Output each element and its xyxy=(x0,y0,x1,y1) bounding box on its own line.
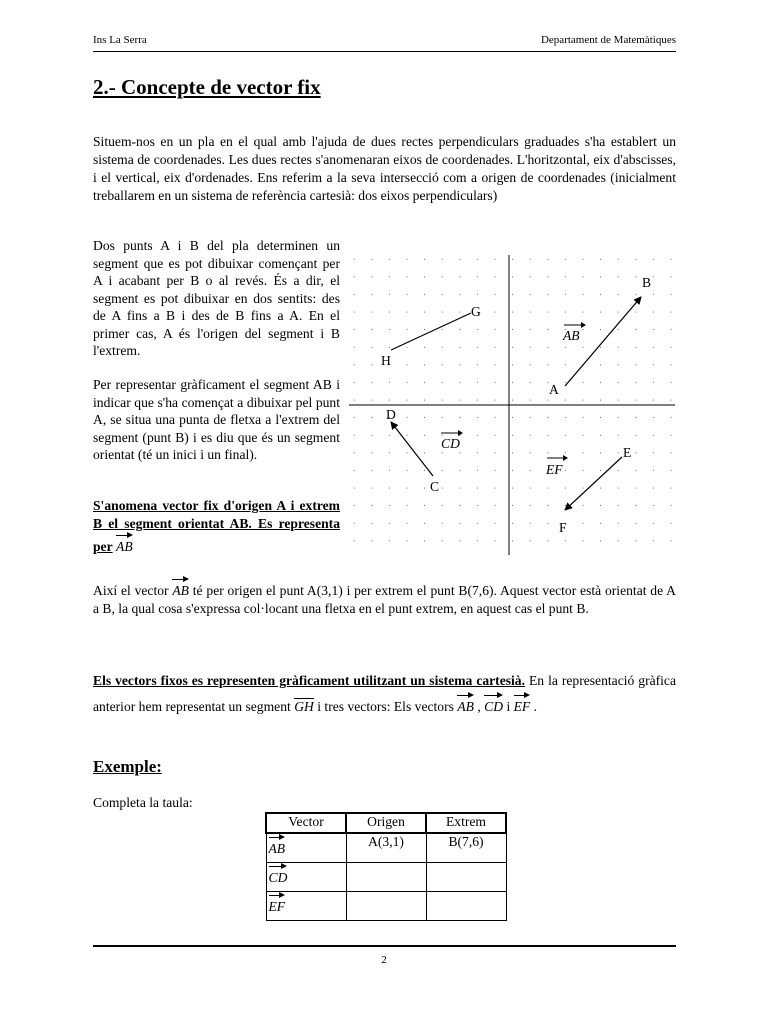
vector-ab-symbol: AB xyxy=(457,692,474,714)
vector-cd-symbol: CD xyxy=(269,863,288,885)
vector-ab-symbol: AB xyxy=(116,532,133,554)
example-heading: Exemple: xyxy=(93,757,162,776)
table-row xyxy=(266,833,506,863)
comma: , xyxy=(477,699,481,714)
cell-extrem[interactable] xyxy=(426,892,506,921)
table-header-row xyxy=(266,813,506,833)
page-title: 2.- Concepte de vector fix xyxy=(93,75,321,99)
vector-ab-symbol: AB xyxy=(269,834,286,856)
fixed-vectors-text-2: i tres vectors: Els vectors xyxy=(317,699,454,714)
example-vector-paragraph xyxy=(93,576,676,618)
page-header xyxy=(93,34,676,52)
cell-origen: A(3,1) xyxy=(346,833,426,863)
fixed-vectors-text-1: En la representació gràfica anterior hem representat un segment xyxy=(93,673,677,714)
vector-cd-graph-label xyxy=(441,430,463,451)
fixed-vectors-paragraph xyxy=(93,670,676,718)
school-name: Ins La Serra xyxy=(93,34,147,46)
point-h-label: H xyxy=(381,353,391,368)
segment-gh-symbol: GH xyxy=(294,699,314,714)
complete-table-instruction: Completa la taula: xyxy=(93,795,193,810)
footer-divider xyxy=(93,945,676,947)
cell-vector xyxy=(266,892,346,921)
points-paragraph: Dos punts A i B del pla determinen un segment que es pot dibuixar començant per A i acabant per B o al revés. És a dir, el segment es pot dibuixar en dos sentits: des de A fins a B i des de B fins a A. En el primer cas, A és l'origen del segment i B l'extrem. xyxy=(93,238,340,358)
vector-cd-symbol: CD xyxy=(484,692,503,714)
cell-origen[interactable] xyxy=(346,863,426,892)
point-d-label: D xyxy=(386,407,396,422)
aixi-text-2: té per origen el punt A(3,1) i per extrem el punt B(7,6). Aquest vector està orientat de A a B, la qual cosa s'expressa col·locant una fletxa en el punt extrem, en aquest cas el punt B. xyxy=(93,583,676,616)
intro-paragraph: Situem-nos en un pla en el qual amb l'ajuda de dues rectes perpendiculars graduades s'ha establert un sistema de coordenades. Les dues rectes s'anomenaran eixos de coordenades. L'horitzontal, eix d'abscisses, i el vertical, eix d'ordenades. Ens referim a la seva intersecció com a origen de coordenades (inicialment treballarem en un sistema de referència cartesià: dos eixos perpendiculars) xyxy=(93,134,676,203)
vector-table xyxy=(265,812,507,921)
cell-vector xyxy=(266,833,346,863)
cartesian-graph xyxy=(345,250,680,560)
point-b-label: B xyxy=(642,275,652,290)
header-vector: Vector xyxy=(266,813,346,833)
department-name: Departament de Matemàtiques xyxy=(540,34,676,46)
point-e-label: E xyxy=(623,445,632,460)
vector-ab-graph-text: AB xyxy=(563,328,580,343)
vector-ef-symbol: EF xyxy=(514,692,531,714)
representation-paragraph: Per representar gràficament el segment AB i indicar que s'ha començat a dibuixar pel punt A, se situa una punta de fletxa a l'extrem del segment (punt B) i es diu que és un segment orientat (té un inici i un final). xyxy=(93,377,340,462)
vector-ef-symbol: EF xyxy=(269,892,286,914)
fixed-vectors-bold: Els vectors fixos es representen gràficament utilitzant un sistema cartesià. xyxy=(93,673,526,688)
point-c-label: C xyxy=(430,479,440,494)
definition-text: S'anomena vector fix d'origen A i extrem B el segment orientat AB. Es representa per xyxy=(93,498,340,554)
header-extrem: Extrem xyxy=(426,813,506,833)
grid-dots xyxy=(345,250,675,555)
cell-extrem: B(7,6) xyxy=(426,833,506,863)
point-f-label: F xyxy=(559,520,567,535)
table-row xyxy=(266,892,506,921)
header-origen: Origen xyxy=(346,813,426,833)
aixi-text-1: Així el vector xyxy=(93,583,169,598)
and-word: i xyxy=(506,699,511,714)
vector-ab-symbol: AB xyxy=(172,576,189,598)
cell-extrem[interactable] xyxy=(426,863,506,892)
definition-paragraph xyxy=(93,497,340,556)
point-a-label: A xyxy=(549,382,559,397)
table-row xyxy=(266,863,506,892)
vector-cd-graph-text: CD xyxy=(441,436,460,451)
cell-vector xyxy=(266,863,346,892)
page-number: 2 xyxy=(381,954,387,966)
cell-origen[interactable] xyxy=(346,892,426,921)
point-g-label: G xyxy=(471,304,481,319)
vector-ef-graph-text: EF xyxy=(546,462,563,477)
period: . xyxy=(533,699,538,714)
